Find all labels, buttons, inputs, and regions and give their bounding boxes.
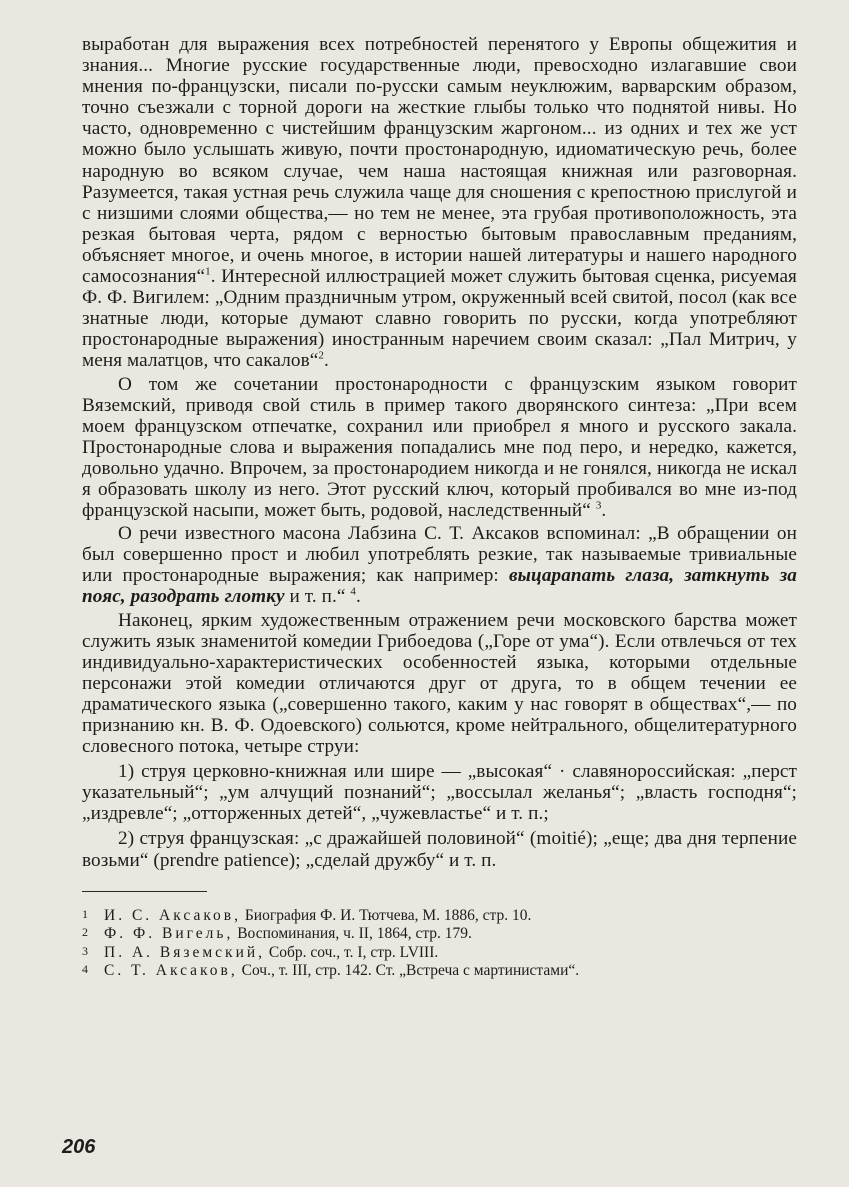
footnote-citation: Собр. соч., т. I, стр. LVIII. bbox=[268, 943, 439, 961]
paragraph-3-text: О речи известного масона Лабзина С. Т. Аксаков вспоминал: „В обращении он был совершенно прост и любил употреблять резкие, так называемые тривиальные или простонародные выражения; как например: bbox=[82, 523, 797, 587]
footnote-author: Ф. Ф. Вигель, bbox=[104, 925, 234, 943]
list-item-2-text: 2) струя французская: „с дражайшей половиной“ (moitié); „еще; два дня терпение возьми“ (prendre patience); „сделай дружбу“ и т. п. bbox=[82, 828, 797, 871]
footnote-ref-2: 2 bbox=[318, 350, 324, 363]
list-item-2 bbox=[82, 828, 797, 870]
paragraph-4-text: Наконец, ярким художественным отражением речи московского барства может служить язык знаменитой комедии Грибоедова („Горе от ума“). Если отвлечься от тех индивидуально-характеристических особенностей языка, которыми отдельные персонажи этой комедии отличаются друг от друга, то в общем течении ее драматического языка („совершенно такого, каким у нас говорят в обществах“,— по признанию кн. В. Ф. Одоевского) сольются, кроме нейтрального, общелитературного словесного потока, четыре струи: bbox=[82, 609, 797, 758]
page-number: 206 bbox=[62, 1136, 96, 1158]
footnotes bbox=[82, 906, 797, 980]
footnote-number: 4 bbox=[82, 962, 88, 977]
body-text bbox=[82, 34, 797, 871]
paragraph-1-text: выработан для выражения всех потребностей перенятого у Европы общежития и знания... Многие русские государственные люди, превосходно излагавшие свои мнения по-французски, писали по-русски самым неуклюжим, варварским образом, точно съезжали с торной дороги на жесткие глыбы только что поднятой нивы. Но часто, одновременно с чистейшим французским жаргоном... из одних и тех же уст можно было услышать живую, почти простонародную, идиоматическую речь, более народную во всяком случае, чем наша настоящая книжная или разговорная. Разумеется, такая устная речь служила чаще для сношения с крепостною прислугой и с низшими слоями общества,— но тем не менее, эта грубая противоположность, эта резкая бытовая черта, рядом с верностью бытовым православным преданиям, объясняет многое, и очень многое, в истории нашей литературы и нашего народного самосознания“ bbox=[82, 34, 797, 288]
list-item-1 bbox=[82, 761, 797, 824]
paragraph-3-tail: и т. п.“ bbox=[289, 586, 346, 608]
paragraph-2: О том же сочетании простонародности с французским языком говорит Вяземский, приводя свой стиль в пример такого дворянского синтеза: „При всем моем французском отпечатке, сохранил или приобрел я много и русского закала. Простонародные слова и выражения попадались мне под перо, и нередко, кажется, довольно удачно. Впрочем, за простонародием никогда и не гонялся, никогда не искал я образовать школу из него. Этот русский ключ, который пробивался во мне из-под французской насыпи, может быть, родовой, наследственный“ $^3$. bbox=[82, 373, 797, 522]
footnote-ref-1: 1 bbox=[205, 265, 211, 278]
footnote-citation: Соч., т. III, стр. 142. Ст. „Встреча с мартинистами“. bbox=[241, 962, 580, 980]
footnote-citation: Биография Ф. И. Тютчева, М. 1886, стр. 10. bbox=[244, 906, 532, 924]
list-item-1-text: 1) струя церковно-книжная или шире — „высокая“ · славянороссийская: „перст указательный“; „ум алчущий познаний“; „воссылал желанья“; „власть господня“; „издревле“; „отторженных детей“, „чужевластье“ и т. п.; bbox=[82, 761, 797, 825]
footnote-ref-3: 3 bbox=[595, 499, 602, 512]
footnote-4 bbox=[82, 961, 797, 980]
footnote-citation: Воспоминания, ч. II, 1864, стр. 179. bbox=[237, 925, 472, 943]
footnote-ref-4: 4 bbox=[350, 586, 357, 599]
footnote-number: 3 bbox=[82, 943, 88, 958]
footnote-author: П. А. Вяземский, bbox=[104, 943, 266, 961]
paragraph-4 bbox=[82, 610, 797, 758]
italic-examples: выцарапать глаза, заткнуть за пояс, разодрать глотку bbox=[82, 565, 797, 608]
footnote-2 bbox=[82, 924, 797, 943]
paragraph-2-text: О том же сочетании простонародности с французским языком говорит Вяземский, приводя свой стиль в пример такого дворянского синтеза: „При всем моем французском отпечатке, сохранил или приобрел я много и русского закала. Простонародные слова и выражения попадались мне под перо, и нередко, кажется, довольно удачно. Впрочем, за простонародием никогда и не гонялся, никогда не искал я образовать школу из него. Этот русский ключ, который пробивался во мне из-под французской насыпи, может быть, родовой, наследственный“ bbox=[82, 373, 797, 522]
footnote-3 bbox=[82, 943, 797, 962]
paragraph-3: О речи известного масона Лабзина С. Т. Аксаков вспоминал: „В обращении он был совершенно прост и любил употреблять резкие, так называемые тривиальные или простонародные выражения; как например: выцарапать глаза, заткнуть за пояс, разодрать глотку и т. п.“ $^4$. bbox=[82, 523, 797, 608]
footnote-author: И. С. Аксаков, bbox=[104, 906, 242, 924]
footnote-author: С. Т. Аксаков, bbox=[104, 962, 238, 980]
paragraph-1: выработан для выражения всех потребностей перенятого у Европы общежития и знания... Многие русские государственные люди, превосходно излагавшие свои мнения по-французски, писали по-русски самым неуклюжим, варварским образом, точно съезжали с торной дороги на жесткие глыбы только что поднятой нивы. Но часто, одновременно с чистейшим французским жаргоном... из одних и тех же уст можно было услышать живую, почти простонародную, идиоматическую речь, более народную во всяком случае, чем наша настоящая книжная или разговорная. Разумеется, такая устная речь служила чаще для сношения с крепостною прислугой и с низшими слоями общества,— но тем не менее, эта грубая противоположность, эта резкая бытовая черта, рядом с верностью бытовым православным преданиям, объясняет многое, и очень многое, в истории нашей литературы и нашего народного самосознания“$^1$. Интересной иллюстрацией может служить бытовая сценка, рисуемая Ф. Ф. Вигилем: „Одним праздничным утром, окруженный всей свитой, посол (как все знатные люди, которые думают славно говорить по русски, когда употребляют простонародные выражения) иностранным наречием своим сказал: „Пал Митрич, у меня малатцов, что сакалов“$^2$. bbox=[82, 34, 797, 372]
footnote-divider bbox=[82, 891, 207, 892]
footnote-number: 2 bbox=[82, 925, 88, 940]
footnote-number: 1 bbox=[82, 906, 88, 921]
paragraph-1b-text: Интересной иллюстрацией может служить бытовая сценка, рисуемая Ф. Ф. Вигилем: „Одним праздничным утром, окруженный всей свитой, посол (как все знатные люди, которые думают славно говорить по русски, когда употребляют простонародные выражения) иностранным наречием своим сказал: „Пал Митрич, у меня малатцов, что сакалов“ bbox=[82, 266, 797, 372]
footnote-1 bbox=[82, 906, 797, 925]
